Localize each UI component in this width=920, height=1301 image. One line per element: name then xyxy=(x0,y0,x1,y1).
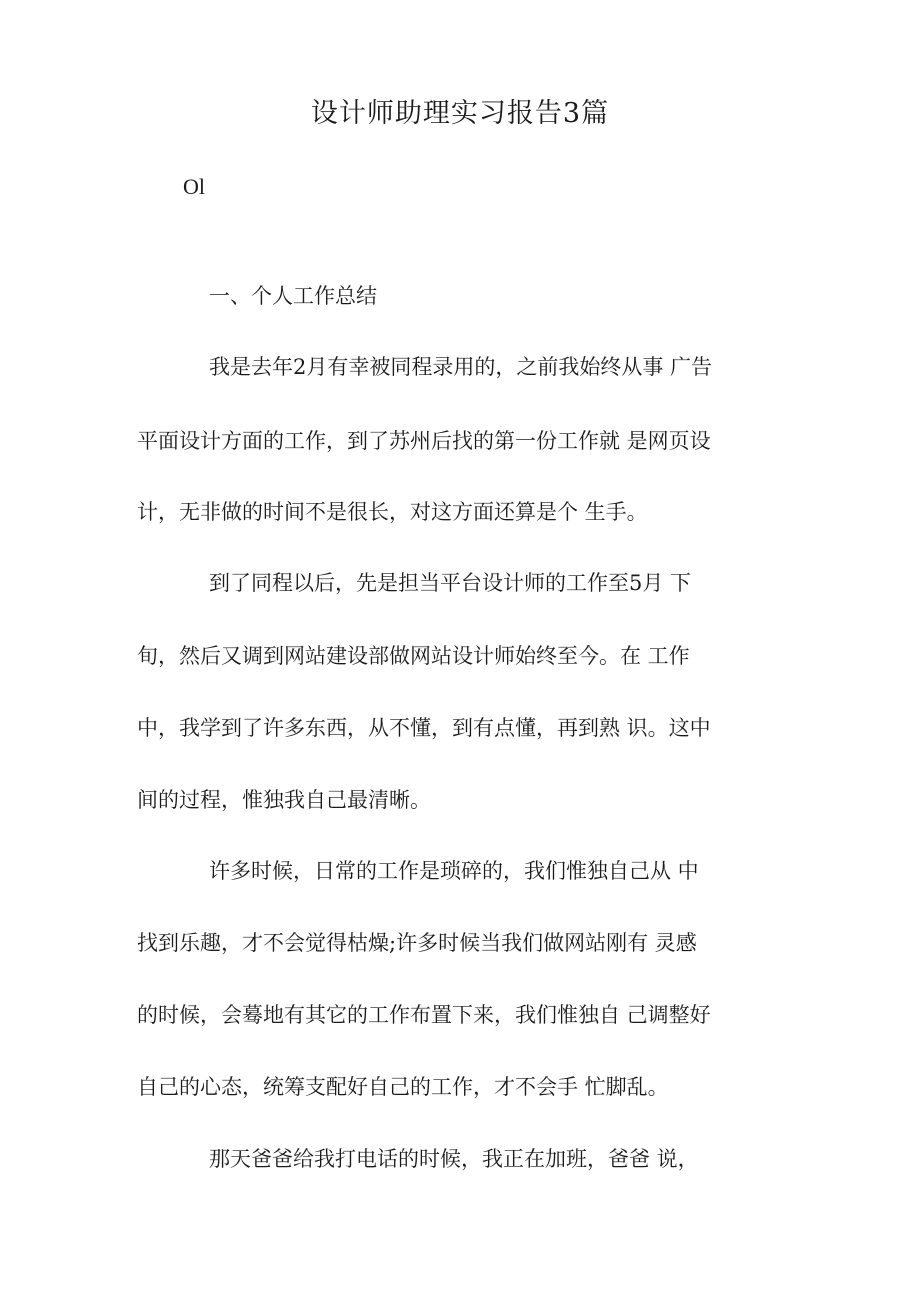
paragraph-line: 计，无非做的时间不是很长，对这方面还算是个 生手。 xyxy=(137,500,648,524)
paragraph-line: 旬，然后又调到网站建设部做网站设计师始终至今。在 工作 xyxy=(137,644,690,668)
section-heading: 一、个人工作总结 xyxy=(209,284,377,308)
paragraph-line: 许多时候，日常的工作是琐碎的，我们惟独自己从 中 xyxy=(209,859,699,883)
paragraph-line: 中，我学到了许多东西，从不懂，到有点懂，再到熟 识。这中 xyxy=(137,716,711,740)
paragraph-line: 到了同程以后，先是担当平台设计师的工作至5月 下 xyxy=(209,571,692,595)
document-subtitle: Ol xyxy=(183,174,205,199)
document-title: 设计师助理实习报告3篇 xyxy=(310,98,610,129)
paragraph-line: 的时候，会蓦地有其它的工作布置下来，我们惟独自 己调整好 xyxy=(137,1003,711,1027)
paragraph-line: 间的过程，惟独我自己最清晰。 xyxy=(137,788,431,812)
paragraph-line: 我是去年2月有幸被同程录用的，之前我始终从事 广告 xyxy=(209,355,713,379)
paragraph-line: 平面设计方面的工作，到了苏州后找的第一份工作就 是网页设 xyxy=(137,429,711,453)
paragraph-line: 找到乐趣，才不会觉得枯燥;许多时候当我们做网站刚有 灵感 xyxy=(137,931,697,955)
paragraph-line: 自己的心态，统筹支配好自己的工作，才不会手 忙脚乱。 xyxy=(137,1075,669,1099)
paragraph-line: 那天爸爸给我打电话的时候，我正在加班，爸爸 说， xyxy=(209,1147,699,1171)
